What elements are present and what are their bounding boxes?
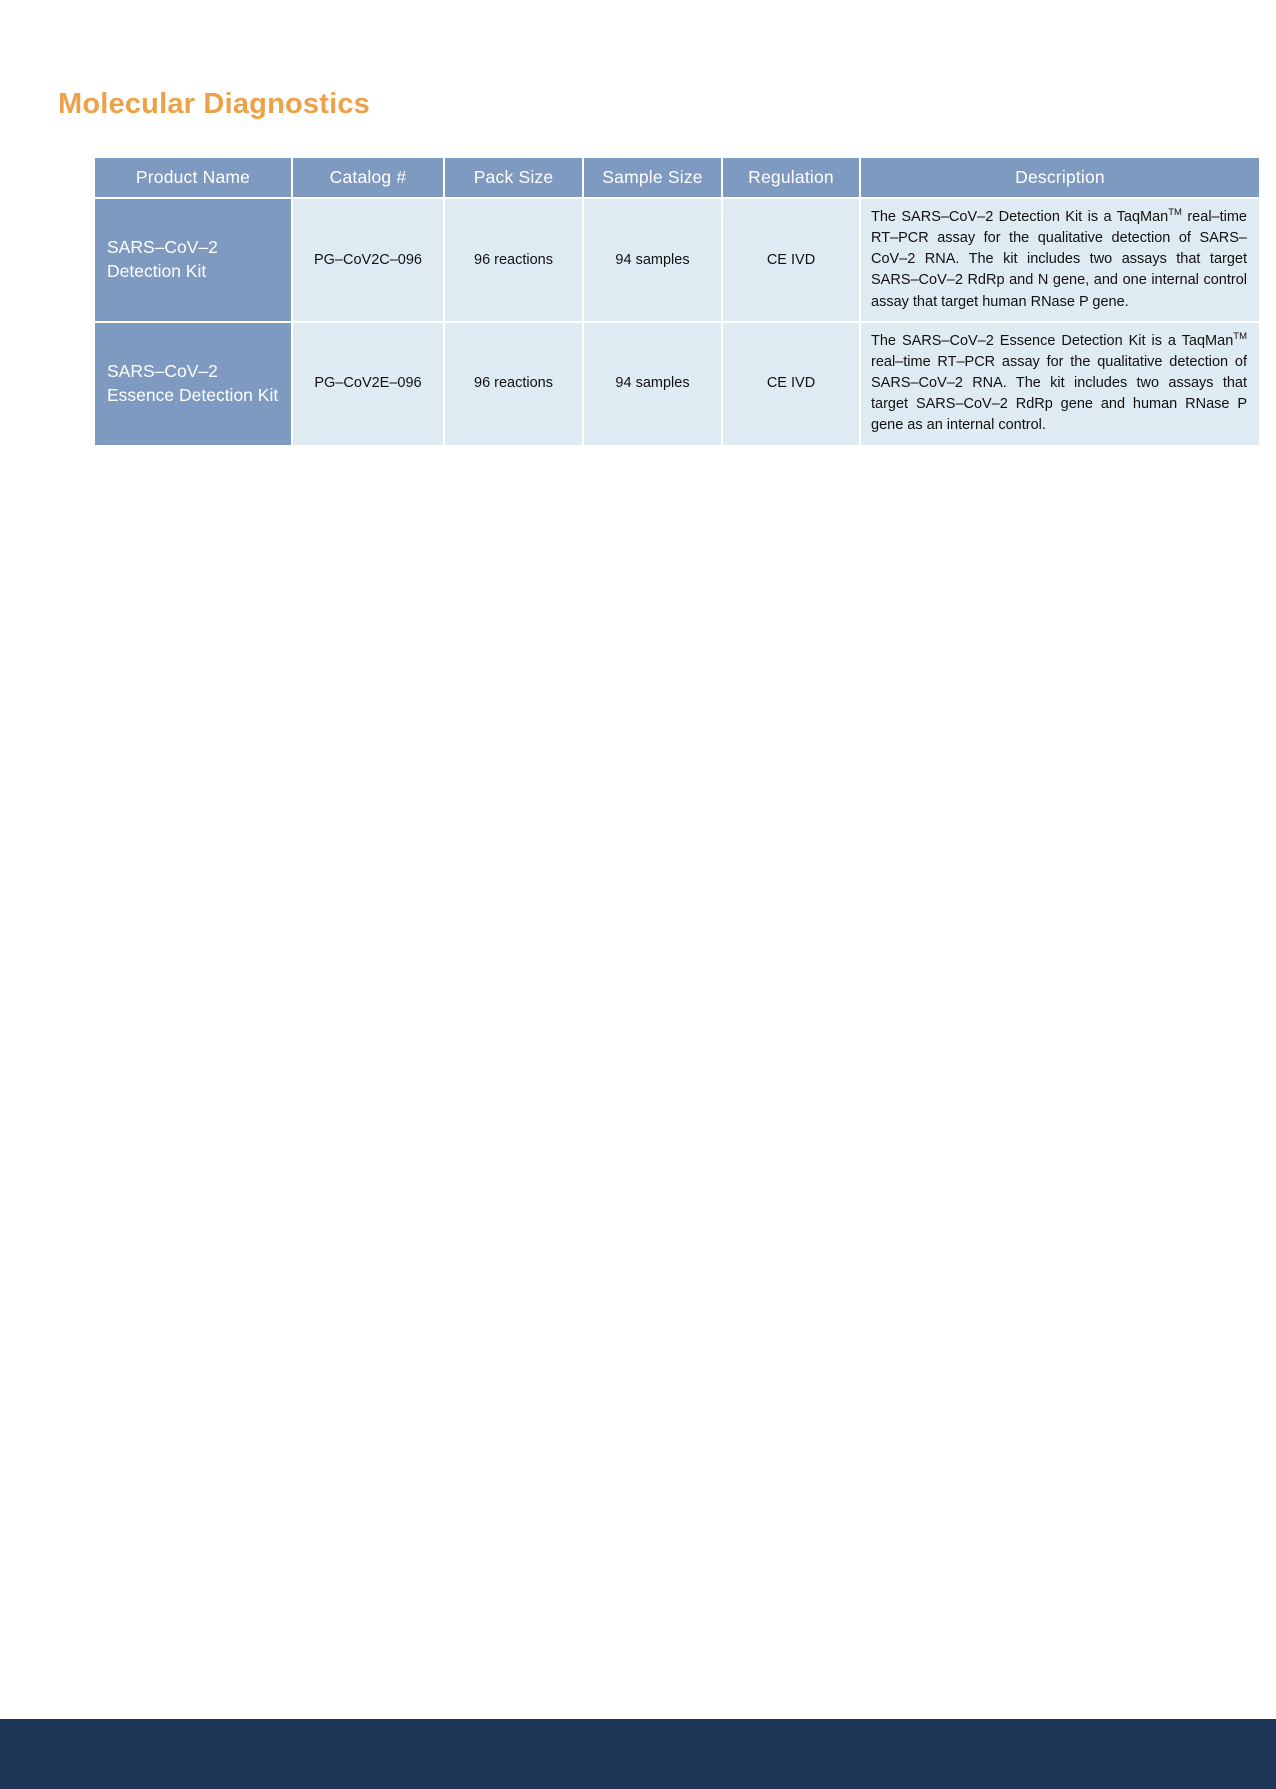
cell-pack-size: 96 reactions [445, 199, 582, 321]
description-text-rest: real–time RT–PCR assay for the qualitative detection of SARS–CoV–2 RNA. The kit includes two assays that target SARS–CoV–2 RdRp gene and human RNase P gene as an internal control. [871, 353, 1247, 434]
cell-product-name: SARS–CoV–2 Detection Kit [95, 199, 291, 321]
page-title: Molecular Diagnostics [58, 88, 370, 120]
cell-catalog: PG–CoV2E–096 [293, 323, 443, 445]
column-header-regulation: Regulation [723, 158, 859, 197]
description-text-rest: real–time RT–PCR assay for the qualitative detection of SARS–CoV–2 RNA. The kit includes two assays that target SARS–CoV–2 RdRp and N gene, and one internal control assay that target human RNase P gene. [871, 209, 1247, 310]
table-row [95, 323, 1259, 445]
column-header-pack-size: Pack Size [445, 158, 582, 197]
column-header-sample-size: Sample Size [584, 158, 721, 197]
cell-regulation: CE IVD [723, 199, 859, 321]
cell-catalog: PG–CoV2C–096 [293, 199, 443, 321]
description-text-lead: The SARS–CoV–2 Essence Detection Kit is a TaqMan [871, 332, 1234, 349]
product-table [93, 156, 1261, 447]
table-header-row [95, 158, 1259, 197]
cell-sample-size: 94 samples [584, 323, 721, 445]
cell-sample-size: 94 samples [584, 199, 721, 321]
description-text-lead: The SARS–CoV–2 Detection Kit is a TaqMan [871, 209, 1169, 225]
column-header-product-name: Product Name [95, 158, 291, 197]
column-header-description: Description [861, 158, 1259, 197]
cell-description [861, 199, 1259, 321]
cell-regulation: CE IVD [723, 323, 859, 445]
cell-pack-size: 96 reactions [445, 323, 582, 445]
trademark-superscript: TM [1233, 330, 1247, 342]
trademark-superscript: TM [1168, 207, 1182, 219]
table-row [95, 199, 1259, 321]
footer-bar [0, 1719, 1276, 1789]
column-header-catalog: Catalog # [293, 158, 443, 197]
table-body [95, 199, 1259, 445]
cell-product-name: SARS–CoV–2 Essence Detection Kit [95, 323, 291, 445]
cell-description [861, 323, 1259, 445]
table-header [95, 158, 1259, 197]
